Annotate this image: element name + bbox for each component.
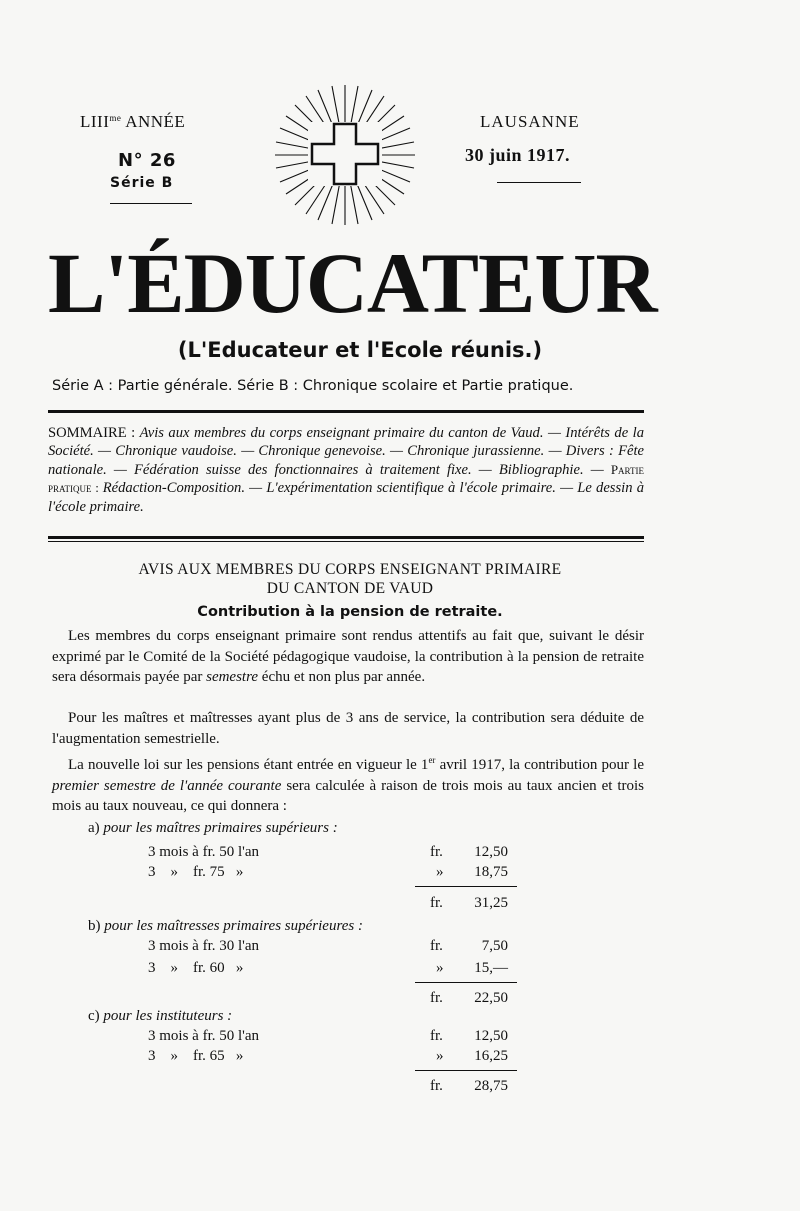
group-c-row2-cur: » xyxy=(436,1048,444,1064)
group-a-total: 31,25 xyxy=(474,895,508,911)
paragraph-3-mid: avril 1917, la contribution pour le xyxy=(435,757,644,773)
sommaire-partie-items: Rédaction-Composition. — L'expérimentation scientifique à l'école primaire. — Le dessin à l'école primaire. xyxy=(48,480,644,515)
article-subtitle: Contribution à la pension de retraite. xyxy=(197,604,503,620)
group-c-row2-months: 3 » fr. 65 » xyxy=(148,1048,244,1064)
paragraph-3-text: La nouvelle loi sur les pensions étant entrée en vigueur le 1 xyxy=(68,757,429,773)
sommaire-label: SOMMAIRE : xyxy=(48,425,140,441)
group-a-total-cur: fr. xyxy=(430,895,443,911)
group-b-row1-cur: fr. xyxy=(430,938,443,954)
paragraph-1-emphasis: semestre xyxy=(206,669,259,686)
group-a-row2-amount: 18,75 xyxy=(474,864,508,880)
group-c-total-cur: fr. xyxy=(430,1078,443,1094)
paragraph-1-end: échu et non plus par année. xyxy=(258,669,426,686)
group-a-row1-cur: fr. xyxy=(430,844,443,860)
group-a-row2-cur: » xyxy=(436,864,444,880)
group-b-row2-months: 3 » fr. 60 » xyxy=(148,960,244,976)
masthead-subtitle: (L'Educateur et l'Ecole réunis.) xyxy=(177,338,543,362)
sommaire-items: Avis aux membres du corps enseignant primaire du canton de Vaud. — Intérêts de la Société. — Chronique vaudoise. — Chronique genevoise. — Chronique jurassienne. — Divers : Fête nationale. — Fédération suisse des fonctionnaires à traitement fixe. — Bibliographie. — xyxy=(48,425,644,478)
article-title-line1: AVIS AUX MEMBRES DU CORPS ENSEIGNANT PRIMAIRE xyxy=(138,561,562,578)
group-a-sum-rule xyxy=(415,886,517,887)
issue-date: 30 juin 1917. xyxy=(465,145,571,165)
group-b-row2-amount: 15,— xyxy=(474,960,508,976)
group-a-row1-amount: 12,50 xyxy=(474,844,508,860)
year-superscript: me xyxy=(109,113,122,123)
group-c-row1-amount: 12,50 xyxy=(474,1028,508,1044)
group-c-row1-months: 3 mois à fr. 50 l'an xyxy=(148,1028,260,1044)
city: LAUSANNE xyxy=(480,112,580,131)
group-c-row2-amount: 16,25 xyxy=(474,1048,508,1064)
group-a-row1-months: 3 mois à fr. 50 l'an xyxy=(148,844,260,860)
paragraph-3-emphasis: premier semestre de l'année courante xyxy=(52,777,282,794)
year-roman: LIII xyxy=(80,112,110,131)
issue-number: N° 26 xyxy=(118,150,176,171)
article-title-line2: DU CANTON DE VAUD xyxy=(266,580,434,597)
group-c-label: c) pour les instituteurs : xyxy=(88,1008,233,1024)
group-a-row2-months: 3 » fr. 75 » xyxy=(148,864,244,880)
paragraph-1-text: Les membres du corps enseignant primaire sont rendus attentifs au fait que, suivant le désir exprimé par le Comité de la Société pédagogique vaudoise, la contribution à la pension de retraite sera désormais payée par xyxy=(52,628,644,686)
group-c-sum-rule xyxy=(415,1070,517,1071)
group-b-total-cur: fr. xyxy=(430,990,443,1006)
sommaire-partie-label: Partie pratique : xyxy=(48,461,644,496)
paragraph-2-text: Pour les maîtres et maîtresses ayant plus de 3 ans de service, la contribution sera déduite de l'augmentation semestrielle. xyxy=(52,710,644,747)
group-b-row2-cur: » xyxy=(436,960,444,976)
group-c-total: 28,75 xyxy=(474,1078,508,1094)
group-b-total: 22,50 xyxy=(474,990,508,1006)
year-word: ANNÉE xyxy=(125,112,186,131)
group-b-row1-amount: 7,50 xyxy=(481,938,508,954)
issue-series: Série B xyxy=(110,175,174,191)
series-line: Série A : Partie générale. Série B : Chronique scolaire et Partie pratique. xyxy=(52,378,574,394)
group-a-label: a) pour les maîtres primaires supérieurs : xyxy=(88,820,338,836)
paragraph-3-end: sera calculée à raison de trois mois au taux ancien et trois mois au taux nouveau, ce qui donnera : xyxy=(52,777,645,815)
masthead-title: L'ÉDUCATEUR xyxy=(48,235,657,331)
group-c-row1-cur: fr. xyxy=(430,1028,443,1044)
group-b-sum-rule xyxy=(415,982,517,983)
group-b-row1-months: 3 mois à fr. 30 l'an xyxy=(148,938,260,954)
paragraph-3-sup: er xyxy=(428,755,436,765)
group-b-label: b) pour les maîtresses primaires supérieures : xyxy=(88,918,363,934)
